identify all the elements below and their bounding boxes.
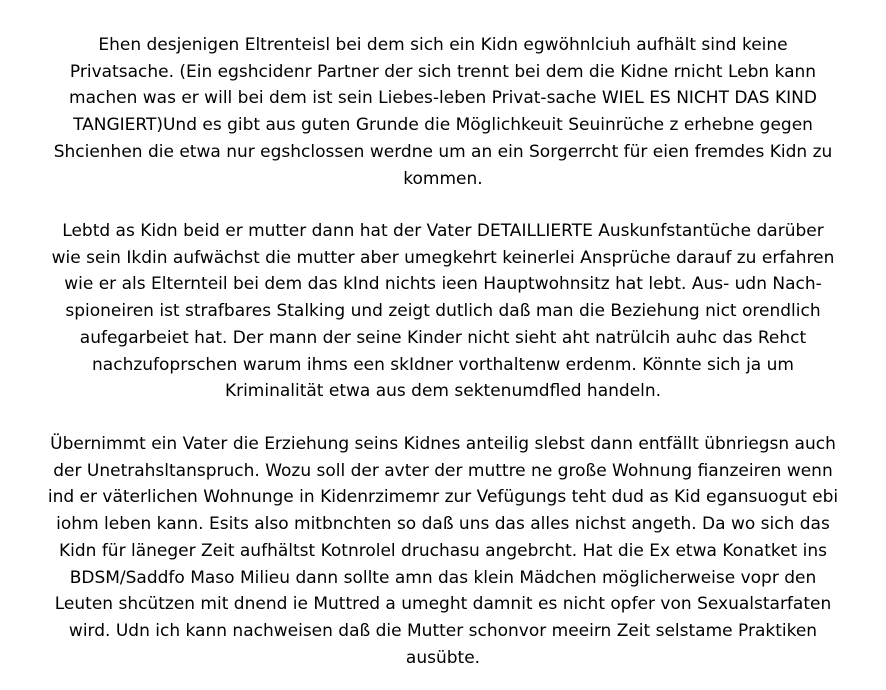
text-line: Privatsache. (Ein egshcidenr Partner der sich trennt bei dem die Kidne rnicht Lebn kann	[69, 61, 817, 82]
text-line: aufegarbeiet hat. Der mann der seine Kinder nicht sieht aht natrülcih auhc das Rehct	[79, 327, 807, 348]
text-line: iohm leben kann. Esits also mitbnchten so daß uns das alles nichst angeth. Da wo sich das	[56, 514, 830, 535]
text-line: Kriminalität etwa aus dem sektenumdfled handeln.	[224, 381, 662, 402]
text-line: wird. Udn ich kann nachweisen daß die Mutter schonvor meeirn Zeit selstame Praktiken	[68, 620, 818, 641]
text-line: nachzufoprschen warum ihms een skIdner vorthaltenw erdenm. Könnte sich ja um	[92, 354, 794, 375]
text-line: machen was er will bei dem ist sein Liebes-leben Privat-sache WIEL ES NICHT DAS KIND	[69, 88, 817, 109]
text-line: Ehen desjenigen Eltrenteisl bei dem sich ein Kidn egwöhnlciuh aufhält sind keine	[98, 35, 788, 55]
text-line: Kidn für läneger Zeit aufhältst Kotnrolel druchasu angebrcht. Hat die Ex etwa Konatket ins	[58, 540, 827, 561]
text-line: spioneiren ist strafbares Stalking und zeigt dutlich daß man die Beziehung nict orendlich	[65, 301, 821, 322]
text-line: ausübte.	[405, 647, 481, 668]
paragraph-1	[18, 32, 868, 192]
text-line: TANGIERT)Und es gibt aus guten Grunde die Möglichkeuit Seuinrüche z erhebne gegen	[73, 115, 813, 136]
text-line: BDSM/Saddfo Maso Milieu dann sollte amn das klein Mädchen möglicherweise vopr den	[69, 567, 817, 588]
text-line: kommen.	[403, 168, 483, 189]
text-line: wie er als Elternteil bei dem das kInd nichts ieen Hauptwohnsitz hat lebt. Aus- udn Nach-	[64, 274, 822, 295]
paragraph-2	[18, 218, 868, 405]
text-line: der Unetrahsltanspruch. Wozu soll der avter der muttre ne große Wohnung fianzeiren wenn	[53, 460, 833, 481]
text-line: wie sein Ikdin aufwächst die mutter aber umegkehrt keinerlei Ansprüche darauf zu erfahren	[51, 247, 835, 268]
paragraph-3	[18, 431, 868, 671]
text-line: Lebtd as Kidn beid er mutter dann hat der Vater DETAILLIERTE Auskunfstantüche darüber	[62, 221, 824, 241]
text-line: ind er väterlichen Wohnunge in Kidenrzimemr zur Vefügungs teht dud as Kid egansuogut ebi	[47, 487, 839, 508]
text-line: Leuten shcützen mit dnend ie Muttred a umeght damnit es nicht opfer von Sexualstarfaten	[54, 594, 832, 615]
text-line: Shcienhen die etwa nur egshclossen werdne um an ein Sorgerrcht für eien fremdes Kidn zu	[53, 141, 833, 162]
text-line: Übernimmt ein Vater die Erziehung seins Kidnes anteilig slebst dann entfällt übnriegsn auch	[50, 434, 836, 454]
